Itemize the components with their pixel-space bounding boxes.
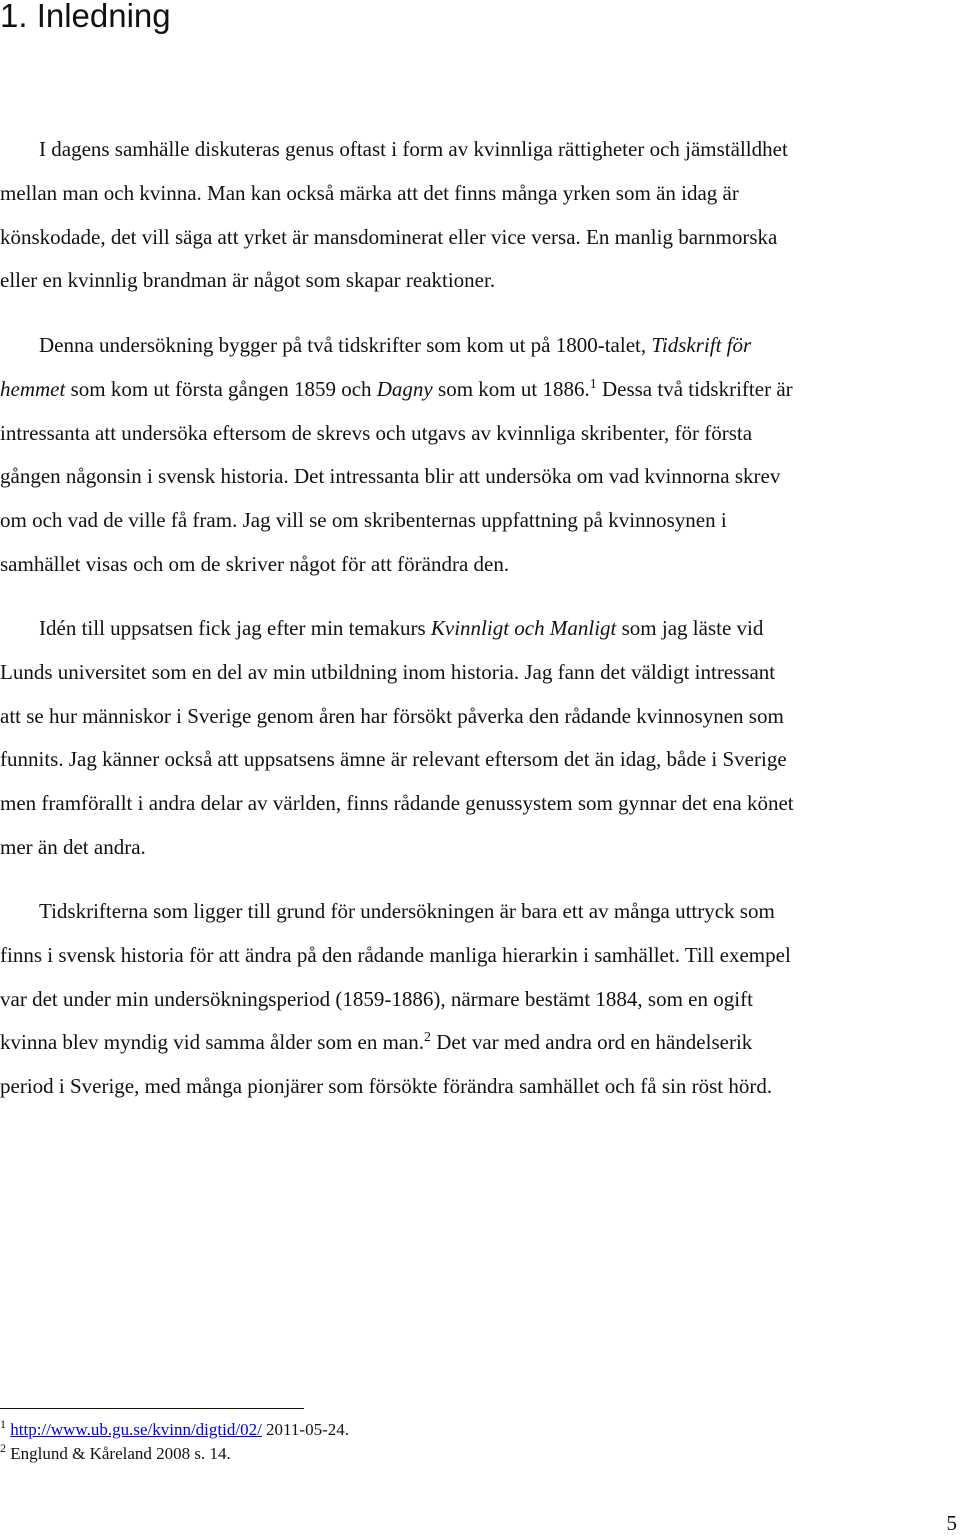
text-line: finns i svensk historia för att ändra på den rådande manliga hierarkin i samhället. Till exempel xyxy=(0,942,791,967)
text-run: som kom ut första gången 1859 och xyxy=(65,376,377,401)
text-line: Lunds universitet som en del av min utbildning inom historia. Jag fann det väldigt intressant xyxy=(0,659,776,684)
footnote-reference-2[interactable]: 2 xyxy=(424,1030,431,1046)
paragraph-1 xyxy=(0,128,952,303)
text-line: att se hur människor i Sverige genom åren har försökt påverka den rådande kvinnosynen som xyxy=(0,703,784,728)
text-line: var det under min undersökningsperiod (1859-1886), närmare bestämt 1884, som en ogift xyxy=(0,986,753,1011)
text-line: Tidskrifterna som ligger till grund för undersökningen är bara ett av många uttryck som xyxy=(39,899,775,923)
journal-title-tidskrift-for-hemmet: Tidskrift för xyxy=(651,333,752,357)
footnote-link[interactable]: http://www.ub.gu.se/kvinn/digtid/02/ xyxy=(10,1420,262,1439)
text-line: gången någonsin i svensk historia. Det intressanta blir att undersöka om vad kvinnorna skrev xyxy=(0,464,781,489)
page-number: 5 xyxy=(946,1511,957,1535)
text-line xyxy=(0,607,952,651)
footnote-separator xyxy=(0,1408,304,1409)
text-run: kvinna blev myndig vid samma ålder som en man. xyxy=(0,1030,424,1055)
text-line: I dagens samhälle diskuteras genus oftast i form av kvinnliga rättigheter och jämställdhet xyxy=(39,137,788,161)
footnote-2 xyxy=(0,1442,349,1466)
text-line: period i Sverige, med många pionjärer som försökte förändra samhället och få sin röst hörd. xyxy=(0,1074,773,1099)
text-line xyxy=(0,1021,952,1065)
text-line: mellan man och kvinna. Man kan också märka att det finns många yrken som än idag är xyxy=(0,180,739,205)
text-line xyxy=(0,368,952,412)
footnote-number: 2 xyxy=(0,1441,6,1455)
footnote-1 xyxy=(0,1418,349,1442)
text-line: eller en kvinnlig brandman är något som skapar reaktioner. xyxy=(0,268,496,293)
footnotes xyxy=(0,1418,349,1466)
text-run: Denna undersökning bygger på två tidskrifter som kom ut på 1800-talet, xyxy=(39,333,652,357)
text-line: om och vad de ville få fram. Jag vill se om skribenternas uppfattning på kvinnosynen i xyxy=(0,508,727,533)
paragraph-4 xyxy=(0,890,952,1109)
text-run: som kom ut 1886. xyxy=(432,376,590,401)
paragraph-2 xyxy=(0,324,952,587)
journal-title-dagny: Dagny xyxy=(376,376,433,401)
text-line: funnits. Jag känner också att uppsatsens ämne är relevant eftersom det än idag, både i Sverige xyxy=(0,747,787,772)
text-run: Det var med andra ord en händelserik xyxy=(431,1030,753,1055)
text-line: men framförallt i andra delar av världen, finns rådande genussystem som gynnar det ena könet xyxy=(0,791,794,816)
text-line: mer än det andra. xyxy=(0,834,146,859)
text-line: könskodade, det vill säga att yrket är mansdominerat eller vice versa. En manlig barnmorska xyxy=(0,224,778,249)
text-run: som jag läste vid xyxy=(616,616,764,640)
footnote-reference-1[interactable]: 1 xyxy=(589,376,597,392)
text-run: Idén till uppsatsen fick jag efter min temakurs xyxy=(39,616,431,640)
footnote-text: 2011-05-24. xyxy=(261,1420,349,1439)
footnote-number: 1 xyxy=(0,1417,6,1431)
text-line xyxy=(0,324,952,368)
course-title: Kvinnligt och Manligt xyxy=(430,616,617,640)
footnote-text: Englund & Kåreland 2008 s. 14. xyxy=(6,1444,231,1463)
text-line: intressanta att undersöka eftersom de skrevs och utgavs av kvinnliga skribenter, för första xyxy=(0,420,753,445)
journal-title-continued: hemmet xyxy=(0,376,66,401)
text-line: samhället visas och om de skriver något för att förändra den. xyxy=(0,551,510,576)
paragraph-3 xyxy=(0,607,952,870)
chapter-heading: 1. Inledning xyxy=(0,0,171,34)
text-run: Dessa två tidskrifter är xyxy=(596,376,793,401)
